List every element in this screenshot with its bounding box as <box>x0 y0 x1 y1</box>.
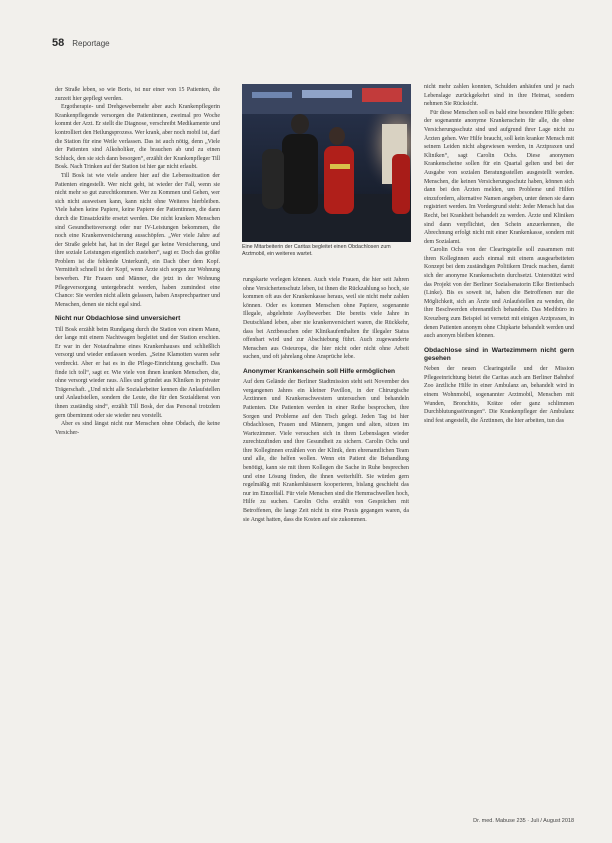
paragraph: Ergotherapie- und Drehgewebemehr aber auch Krankenpflegerin Krankenpflegende versorgen die Patientinnen, zweimal pro Woche kommt der Arzt. Er stellt die Diagnose, verschreibt Medikamente und kontrolliert den Heilungsprozess. Wer krank, aber noch mobil ist, darf die Station für eine Weile verlassen. Das ist auch nötig, denn „Viele der Patienten sind Alkoholiker, die brauchen ab und zu einen Schluck, den sie sich dann besorgen“, erzählt der Krankenpfleger Till Bosk. Nach Trinken auf der Station ist hier gar nicht erlaubt. <box>55 104 220 171</box>
article-column-3 <box>424 83 574 425</box>
subheading: Obdachlose sind in Wartezimmern nicht gern gesehen <box>424 346 574 363</box>
article-column-2 <box>243 276 409 524</box>
paragraph: der Straße leben, so wie Boris, ist nur einer von 15 Patienten, die zurzeit hier gepflegt werden. <box>55 87 220 102</box>
photo-caption: Eine Mitarbeiterin der Caritas begleitet einen Obdachlosen zum Arztmobil, ein weiteres wartet. <box>242 244 391 257</box>
paragraph: Till Bosk ist wie viele andere hier auf die Lebenssituation der Patienten eingestellt. Wer nicht geht, ist wieder der Fall, wenn sie nicht mehr so gut zurechtkommen. Wer zu Kommen und Gehen, wer sich nicht ausweisen kann, kann nicht ohne Weiteres hierbleiben. Viele haben keine Papiere, keine Papiere der Patientinnen, die dann durch die Einsatzkräfte ersetzt werden. Die nicht kranken Menschen sind Gesundheitsversorgt oder nur IV-Leistungen bekommen, die noch eine Krankenversicherung ausschöpfen. „Wer viele Jahre auf der Straße gelebt hat, hat in der Regel gar keine Versicherung, und ihre soziale Leistungen eigentlich zustehen“, sagt er. Doch das größte Problem ist die fehlende Unterkunft, ein Dach über dem Kopf. Vermittelt schnell ist der Kopf, wenn Ärzte sich sorgen zur Wohnung bewerben. Für Frauen und Männer, die jetzt in der Wohnung Pflegeversorgung untergebracht werden, haben zumindest eine Chance: Sie werden nicht allein gelassen, haben Ansprechpartner und Menschen, denen sie nicht egal sind. <box>55 172 220 308</box>
section-label: Reportage <box>72 39 110 48</box>
article-photo <box>242 84 411 242</box>
paragraph: Till Bosk erzählt beim Rundgang durch die Station von einem Mann, der lange mit einem Nachtwagen begleitet und der Station erschien. Er war in der Notaufnahme eines Krankenhauses und schließlich versorgt und wieder entlassen worden. „Seine Klamotten waren sehr verdreckt. Aber er hat es in die Pflege-Einrichtung geschafft. Das finde ich toll“, sagt er. Wie viele von ihnen kranken Menschen, die, ohne versorgt wieder raus. Alles und gründet aus Kliniken in privater Trägerschaft. „Und nicht alle Sozialarbeiter kennen die Anlaufstellen und Anlaufstellen, sondern die Leute, die für den Sozialdienst von ihnen zuständig sind“, erzählt Till Bosk, der das Personal trotzdem gern übernimmt oder sie wieder neu vorstellt. <box>55 326 220 419</box>
paragraph: rungskarte vorlegen können. Auch viele Frauen, die hier seit Jahren ohne Versichertenschutz leben, ist ihnen die Rückzahlung so hoch, sie kommen oft aus der Krankenkasse heraus, weil sie nicht mehr zahlen können. Oder es kommen Menschen ohne Papiere, sogenannte Illegale, abgelehnte Asylbewerber. Die bereits viele Jahre in Deutschland leben, aber nie krankenversichert waren, die Rückkehr, dass bei Arztbesuchen oder Klinikaufenthalten ihr illegaler Status offenbart wird und zur Abschiebung führt. Auch zugewanderte Menschen aus Osteuropa, die hier nicht oder nicht ohne Arbeit suchen, und oft jahrelang ohne Ansprüche lebe. <box>243 277 409 361</box>
subheading: Anonymer Krankenschein soll Hilfe ermöglichen <box>243 367 396 375</box>
page-footer: Dr. med. Mabuse 235 · Juli / August 2018 <box>473 818 574 824</box>
paragraph: Neben der neuen Clearingstelle und der Mission Pflegeeinrichtung bietet die Caritas auch am Berliner Bahnhof Zoo ärztliche Hilfe in einer Ambulanz an, behandelt wird in einem Wohnmobil, sogenannter Arztmobil, Menschen mit Wunden, Bronchitis, Krätze oder ganz schlimmen Durchblutungsstörungen“. Die Krankenpfleger der Ambulanz sind fest angestellt, die Ärztinnen, die hier arbeiten, tun das <box>424 366 574 424</box>
paragraph: Auf dem Gelände der Berliner Stadtmission steht seit November des vergangenen Jahres ein kleiner Pavillon, in der Chirurgische Ärztinnen und Krankenschwestern untersuchen und behandeln Patienten. Die Patienten werden in einer Reihe besprochen, ihre Sorgen und Probleme auf den Tisch gelegt. Jeden Tag ist hier Obdachlosen, Frauen und Männern, jungen und alten, sitzen im Wartezimmer. Viele versuchen sich in ihren Lebenslagen wieder zurechtzufinden und ihre Gesundheit zu sichern. Carolin Ochs und ihre Kolleginnen erzählen von der Klinik, dem ehrenamtlichen Team und alle, die helfen wollen. Wenn ein Patient die Behandlung benötigt, kann sie mit ihren Kollegen die Sache in Ruhe besprechen und eine Lösung finden, die ihnen weiterhilft. Sie würden gern regelmäßig mit Krankenhäusern kooperieren, bislang geschieht das nur im Einzelfall. Für viele Menschen sind die Hemmschwellen hoch, Hilfe zu suchen. Carolin Ochs erzählt von Gesprächen mit Betroffenen, die lange Zeit nicht in eine Praxis gegangen waren, da sie Angst hatten, dass die Kosten auf sie zukommen. <box>243 379 409 523</box>
page-header <box>52 37 110 49</box>
article-column-1 <box>55 86 220 437</box>
page-number: 58 <box>52 37 65 49</box>
paragraph: Für diese Menschen soll es bald eine besondere Hilfe geben: der sogenannte anonyme Krankenschein für alle, die ohne Versicherungsschutz sind und aufgrund ihrer Lage nicht zu Ärzten gehen. Wer Hilfe braucht, soll kein kranker Mensch mit seinem Leiden nicht abgewiesen werden, in Arztpraxen und Kliniken“, sagt Carolin Ochs. Diese anonymen Krankenscheine sollen für ein Quartal gelten und bei der Ausgabe von sozialen Beratungsstellen ausgestellt werden. Menschen, die keinen Versicherungsschutz haben, können sich dann bei den Ärzten melden, um Probleme und Hilfen einzufordern, alternative Namen angeben, unter denen sie dann registriert werden. Im Vordergrund steht: Jeder Mensch hat das Recht, bei Krankheit behandelt zu werden. Ärzte und Kliniken sind dann verpflichtet, den Schein anzuerkennen, die Abrechnung erfolgt nicht mit einer Krankenkasse, sondern mit dem Sozialamt. <box>424 109 574 245</box>
subheading: Nicht nur Obdachlose sind unversichert <box>55 315 181 323</box>
paragraph: nicht mehr zahlen konnten, Schulden anhäufen und je nach Lebenslage zurückgekehrt sind in ihre Heimat, sondern nehmen Sie Rücksicht. <box>424 84 574 108</box>
paragraph: Aber es sind längst nicht nur Menschen ohne Obdach, die keine Versicher- <box>55 421 220 436</box>
paragraph: Carolin Ochs von der Clearingstelle soll zusammen mit ihren Kolleginnen auch einmal mit einem ausgearbeiteten Konzept bei dem zuständigen Politikern Druck machen, damit sich der anonyme Krankenschein durchsetzt. Unterstützt wird das Projekt von der Berliner Sozialsenatorin Elke Breitenbach (Linke). Bis es soweit ist, haben die Betroffenen nur die Möglichkeit, sich an Ärzte und Anlaufstellen zu wenden, die ihre Beschwerden ehrenamtlich behandeln. Das Medibüro in Kreuzberg zum Beispiel ist vernetzt mit einigen Arztpraxen, in denen Patienten anonym ohne Chipkarte behandelt werden und auch anonym bleiben können. <box>424 247 574 340</box>
